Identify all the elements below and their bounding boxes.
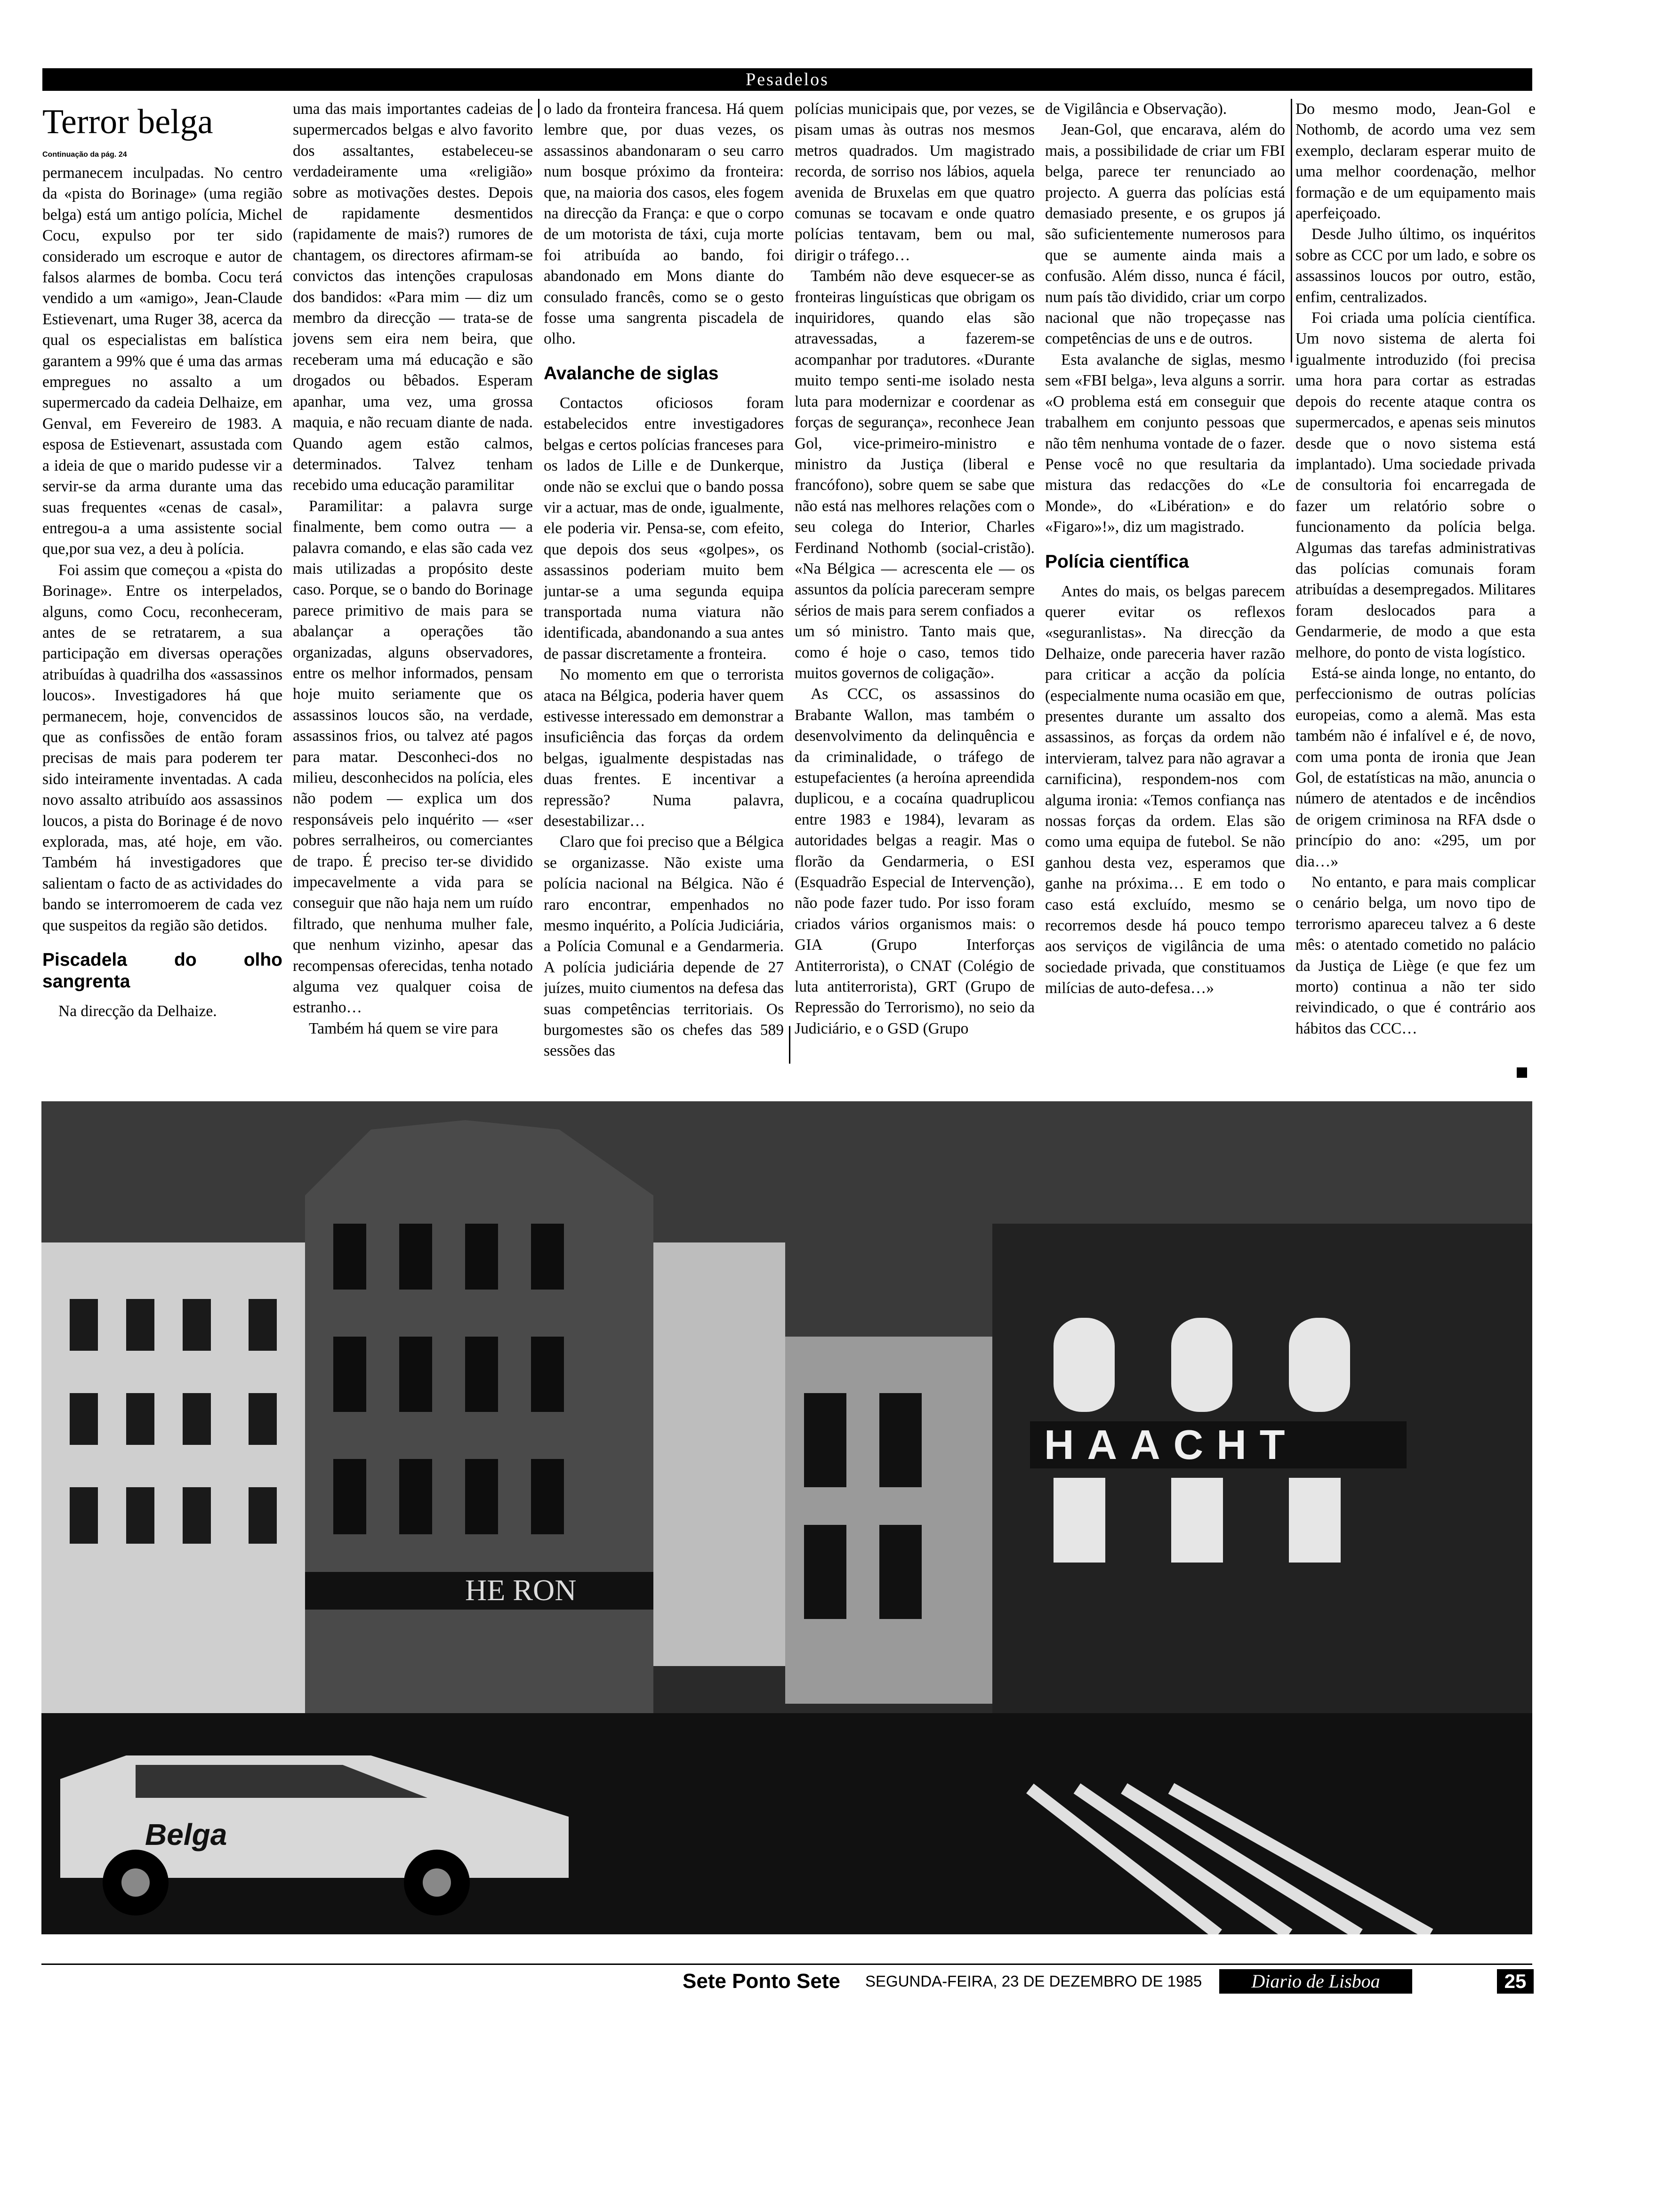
paragraph: As CCC, os assassinos do Brabante Wallon, mas também o desenvolvimento da delinquência e da criminalidade, o tráfego de estupefacientes (a heroína apreendida duplicou, e a cocaína quadruplicou entre 1983 e 1984), levaram as autoridades belgas a reagir. Mas o florão da Gendarmeria, o ESI (Esquadrão Especial de Intervenção), não pode fazer tudo. Por isso foram criados vários organismos mais: o GIA (Grupo Interforças Antiterrorista), o CNAT (Colégio de luta antiterrorista), GRT (Grupo de Repressão do Terrorismo), no seio da Judiciário, e o GSD (Grupo — [795, 685, 1035, 1037]
paragraph: de Vigilância e Observação). — [1045, 100, 1227, 118]
paragraph: Foi assim que começou a «pista do Borinage». Entre os interpelados, alguns, como Cocu, reconheceram, antes de se retratarem, a sua participação em diversas operações atribuídas à quadrilha dos «assassinos loucos». Investigadores há que permanecem, hoje, convencidos de que as confissões de então foram precisas de mais para poderem ter sido inteiramente inventadas. A cada novo assalto atribuído aos assassinos loucos, a pista do Borinage é de novo explorada, mas, até hoje, em vão. Também há investigadores que salientam o facto de as actividades do bando se interromoerem de cada vez que suspeitos da região são detidos. — [42, 561, 282, 934]
column-rule — [1291, 99, 1292, 362]
column-5 — [1045, 99, 1285, 1064]
paragraph: o lado da fronteira francesa. Há quem lembre que, por duas vezes, os assassinos abandonaram o seu carro num bosque próximo da fronteira: que, na maioria dos casos, eles fogem na direcção da França: e que o corpo de um motorista de táxi, cuja morte foi atribuída ao bando, foi abandonado em Mons diante do consulado francês, como se o gesto fosse uma sangrenta piscadela de olho. — [544, 100, 784, 348]
footer-rule — [41, 1964, 1532, 1965]
paragraph: No entanto, e para mais complicar o cenário belga, um novo tipo de terrorismo apareceu talvez a 6 deste mês: o atentado cometido no palácio da Justiça de Liège (e que fez um morto) continua a não ter sido reivindicado, o que é contrário aos hábitos das CCC… — [1295, 874, 1536, 1037]
column-2 — [293, 99, 533, 1064]
photo-illustration — [41, 1101, 1532, 1934]
paragraph: Também há quem se vire para — [309, 1019, 499, 1037]
page-number: 25 — [1497, 1969, 1534, 1994]
column-rule — [789, 1026, 790, 1064]
sign-left: HE RON — [465, 1573, 577, 1607]
column-1 — [42, 99, 282, 1064]
column-6 — [1295, 99, 1536, 1064]
paragraph: uma das mais importantes cadeias de supermercados belgas e alvo favorito dos assaltantes, estabeleceu-se verdadeiramente uma «religião» sobre as motivações destes. Depois de rapidamente desmentidos (rapidamente de mais?) rumores de chantagem, os directores afirmam-se convictos das intenções crapulosas dos bandidos: «Para mim — diz um membro da direcção — trata-se de jovens sem eira nem beira, que receberam uma má educação e são drogados ou bêbados. Esperam apanhar, uma vez, uma grossa maquia, e não recuam diante de nada. Quando agem estão calmos, determinados. Talvez tenham recebido uma educação paramilitar — [293, 100, 533, 494]
paragraph: Jean-Gol, que encarava, além do mais, a possibilidade de criar um FBI belga, parece ter renunciado ao projecto. A guerra das polícias está demasiado presente, e os grupos já são suficientemente numerosos para que se aumente ainda mais a confusão. Além disso, nunca é fácil, num país tão dividido, criar um corpo nacional que não tropeçasse nas competências de uns e de outros. — [1045, 121, 1285, 348]
subheading: Avalanche de siglas — [544, 363, 719, 384]
paragraph: Na direcção da Delhaize. — [58, 1002, 217, 1020]
paragraph: Esta avalanche de siglas, mesmo sem «FBI belga», leva alguns a sorrir. «O problema está em conseguir que trabalhem em conjunto pessoas que não têm nenhuma vontade de o fazer. Pense você no que resultaria da mistura das redacções do «Le Monde», do «Libération» e do «Figaro»!», diz um magistrado. — [1045, 351, 1285, 536]
paragraph: No momento em que o terrorista ataca na Bélgica, poderia haver quem estivesse interessado em demonstrar a insuficiência das forças da ordem belgas, igualmente despistadas nas duas frentes. E incentivar a repressão? Numa palavra, desestabilizar… — [544, 666, 784, 830]
footer-section: Sete Ponto Sete — [683, 1970, 840, 1993]
paragraph: Claro que foi preciso que a Bélgica se organizasse. Não existe uma polícia nacional na Bélgica. Não é raro encontrar, empenhados no mesmo inquérito, a Polícia Judiciária, a Polícia Comunal e a Gendarmeria. A polícia judiciária depende de 27 juízes, muito ciumentos na defesa das suas competências territoriais. Os burgomestes são os chefes das 589 sessões das — [544, 833, 784, 1060]
paragraph: permanecem inculpadas. No centro da «pista do Borinage» (uma região belga) está um antigo polícia, Michel Cocu, expulso por ter sido considerado um escroque e autor de falsos alarmes de bomba. Cocu terá vendido a um «amigo», Jean-Claude Estievenart, uma Ruger 38, acerca da qual os especialistas em balística garantem a 99% que é uma das armas empregues no assalto a um supermercado da cadeia Delhaize, em Genval, em Fevereiro de 1983. A esposa de Estievenart, assustada com a ideia de que o marido pudesse vir a servir-se da arma durante uma das suas frequentes «cenas de casal», entregou-a a uma assistente social que,por sua vez, a deu à polícia. — [42, 164, 282, 558]
footer-date: SEGUNDA-FEIRA, 23 DE DEZEMBRO DE 1985 — [865, 1972, 1202, 1990]
end-of-article-mark — [1517, 1067, 1527, 1078]
subheading: Piscadela do olho sangrenta — [42, 950, 282, 992]
column-rule — [538, 99, 539, 118]
column-4 — [795, 99, 1035, 1064]
section-banner: Pesadelos — [42, 68, 1532, 91]
paragraph: Contactos oficiosos foram estabelecidos entre investigadores belgas e certos polícias franceses para os lados de Lille e de Dunkerque, onde não se exclui que o bando possa vir a actuar, mas de onde, igualmente, ele poderia vir. Pensa-se, com efeito, que depois dos seus «golpes», os assassinos poderiam muito bem juntar-se a uma segunda equipa transportada numa viatura não identificada, abandonando a sua antes de passar discretamente a fronteira. — [544, 394, 784, 663]
street-photo — [41, 1101, 1532, 1934]
paragraph: Também não deve esquecer-se as fronteiras linguísticas que obrigam os inquiridores, quando elas são atravessadas, a fazerem-se acompanhar por tradutores. «Durante muito tempo senti-me isolado nesta luta para modernizar e coordenar as forças de segurança», reconhece Jean Gol, vice-primeiro-ministro e ministro da Justiça (liberal e francófono), sobre quem se sabe que não está nas melhores relações com o seu colega do Interior, Charles Ferdinand Nothomb (social-cristão). «Na Bélgica — acrescenta ele — os assuntos da polícia pareceram sempre sérios de mais para serem confiados a um só ministro. Tanto mais que, como é hoje o caso, temos tido muitos governos de coligação». — [795, 267, 1035, 682]
paragraph: Antes do mais, os belgas parecem querer evitar os reflexos «seguranlistas». Na direcção da Delhaize, onde pareceria haver razão para criticar a acção da polícia (especialmente numa ocasião em que, presentes durante um assalto dos assassinos, as forças da ordem não intervieram, talvez para não agravar a carnificina), respondem-nos com alguma ironia: «Temos confiança nas nossas forças da ordem. Elas são como uma equipa de futebol. Se não ganhou desta vez, esperamos que ganhe na próxima… E em todo o caso está excluído, mesmo se recorremos desde há pouco tempo aos serviços de vigilância de uma sociedade privada, que constituamos milícias de auto-defesa…» — [1045, 582, 1285, 997]
paragraph: Desde Julho último, os inquéritos sobre as CCC por um lado, e sobre os assassinos loucos por outro, estão, enfim, centralizados. — [1295, 225, 1536, 306]
article-title: Terror belga — [42, 103, 213, 141]
continuation-note: Continuação da pág. 24 — [42, 151, 127, 159]
column-3 — [544, 99, 784, 1064]
paragraph: Do mesmo modo, Jean-Gol e Nothomb, de acordo uma vez sem exemplo, declaram esperar muito de uma melhor coordenação, melhor formação e de um equipamento mais aperfeiçoado. — [1295, 100, 1536, 223]
paragraph: Foi criada uma polícia científica. Um novo sistema de alerta foi igualmente introduzido (foi precisa uma hora para cortar as estradas depois do recente ataque contra os supermercados, e apenas seis minutos desde que o novo sistema está implantado). Uma sociedade privada de consultoria foi encarregada de fazer um relatório sobre o funcionamento da polícia belga. Algumas das tarefas administrativas das polícias comunais foram atribuídas a desempregados. Militares foram deslocados para a Gendarmerie, de modo a que esta melhore, do ponto de vista logístico. — [1295, 309, 1536, 661]
newspaper-logo: Diario de Lisboa — [1219, 1969, 1412, 1994]
paragraph: Está-se ainda longe, no entanto, do perfeccionismo de outras polícias europeias, como a alemã. Mas esta também não é infalível e é, de novo, com uma ponta de ironia que Jean Gol, de estatísticas na mão, anuncia o número de atentados e de incêndios de origem criminosa na RFA dsde o princípio do ano: «295, um por dia…» — [1295, 664, 1536, 870]
car-label: Belga — [145, 1818, 227, 1851]
paragraph: Paramilitar: a palavra surge finalmente, bem como outra — a palavra comando, e elas são cada vez mais utilizadas a propósito deste caso. Porque, se o bando do Borinage parece primitivo de mais para se abalançar a operações tão organizadas, alguns observadores, entre os melhor informados, pensam hoje muito seriamente que os assassinos loucos são, na verdade, assassinos frios, ou talvez até pagos para matar. Desconheci-dos no milieu, desconhecidos na polícia, eles não podem — explica um dos responsáveis pelo inquérito — «ser pobres serralheiros, ou comerciantes de trapo. É preciso ter-se dividido impecavelmente a vida para se conseguir que não haja nem um ruído filtrado, que nenhuma mulher fale, que nenhum vizinho, apesar das recompensas oferecidas, tenha notado alguma vez qualquer coisa de estranho… — [293, 497, 533, 1017]
subheading: Polícia científica — [1045, 551, 1189, 572]
paragraph: polícias municipais que, por vezes, se pisam umas às outras nos mesmos metros quadrados. Um magistrado recorda, de sorriso nos lábios, aquela avenida de Bruxelas em que quatro comunas se tocavam e onde quatro polícias tentavam, bem ou mal, dirigir o tráfego… — [795, 100, 1035, 264]
sign-right: HAACHT — [1044, 1421, 1298, 1468]
